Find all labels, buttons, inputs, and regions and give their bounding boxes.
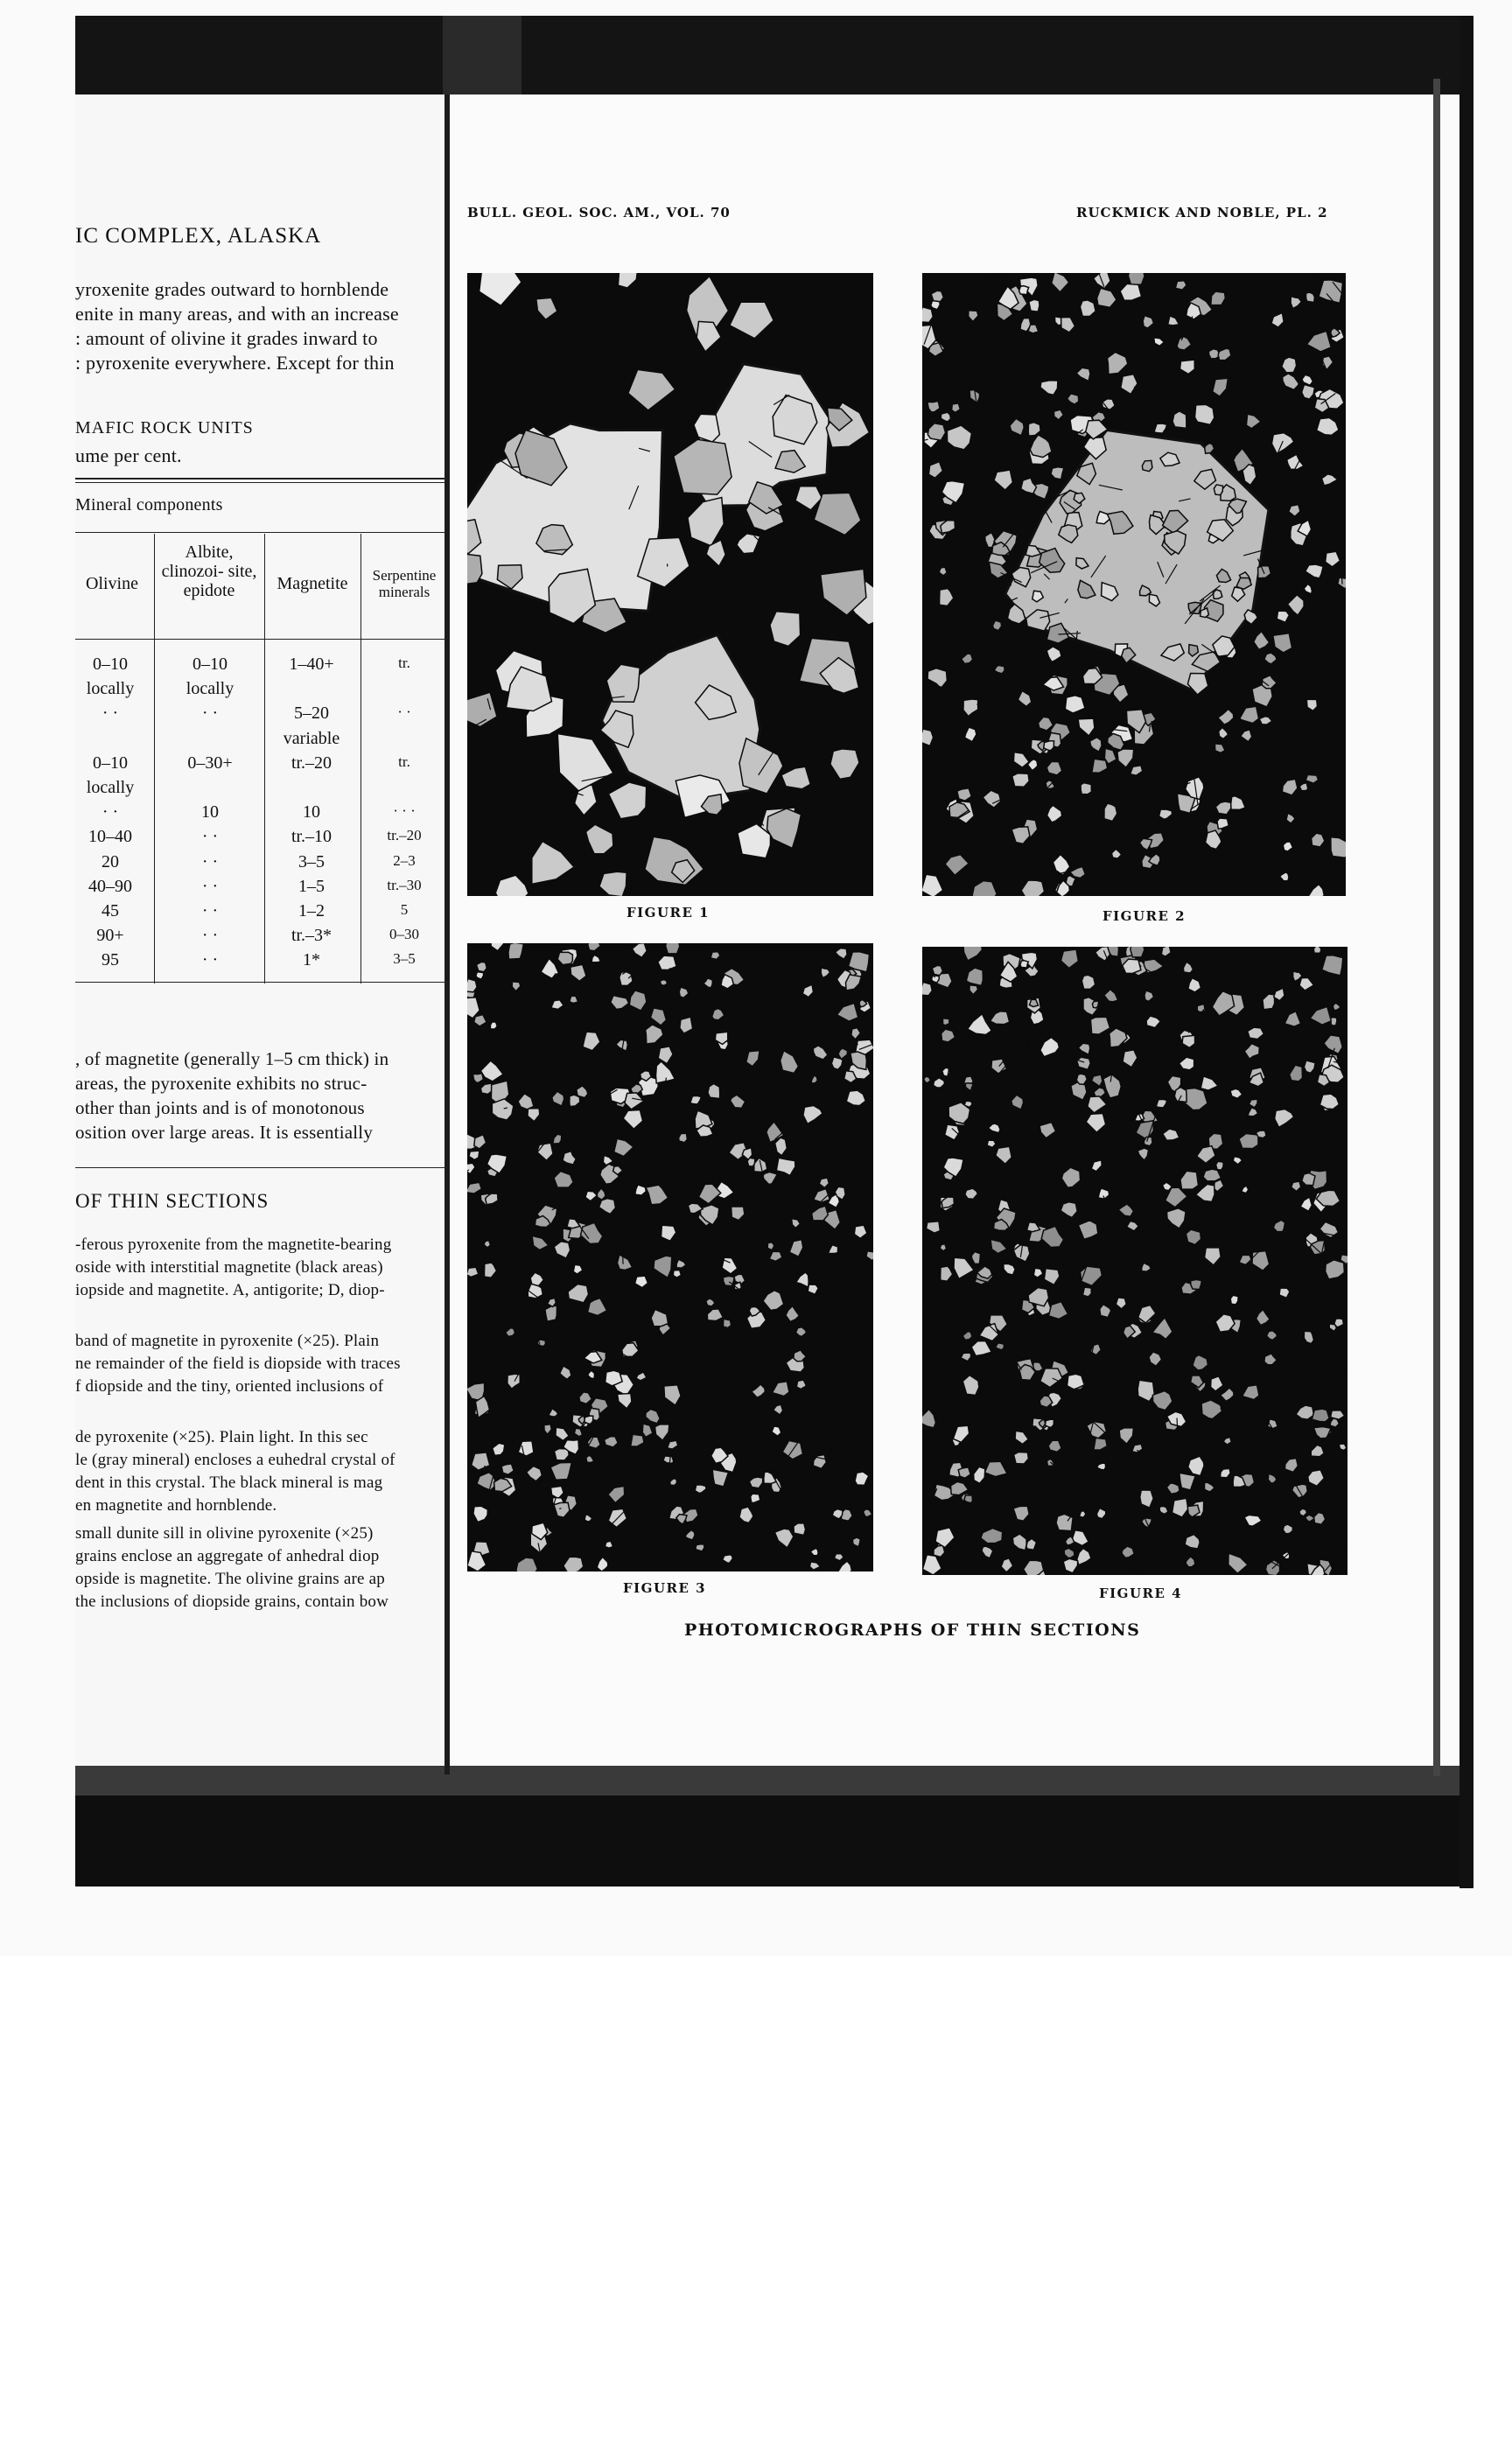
table-cell: · · <box>201 901 219 920</box>
table-cell: · · <box>201 852 219 872</box>
table-cell: 0–10 <box>93 654 128 674</box>
table-cell: · · <box>397 704 411 720</box>
table-cell: · · <box>102 704 119 723</box>
figure-1-caption: FIGURE 1 <box>626 905 710 920</box>
table-cell: · · <box>201 926 219 945</box>
table-cell: 45 <box>102 901 119 920</box>
table-cell: · · <box>201 704 219 723</box>
figure-description-line: le (gray mineral) encloses a euhedral crystal of <box>75 1451 396 1469</box>
table-header-rule <box>75 532 446 533</box>
table-cell: 5 <box>400 901 409 918</box>
para2-line: osition over large areas. It is essentially <box>75 1122 374 1143</box>
table-cell: locally <box>86 778 135 797</box>
plate-caption: PHOTOMICROGRAPHS OF THIN SECTIONS <box>684 1620 1141 1640</box>
table-cell: · · <box>102 802 119 822</box>
journal-header: BULL. GEOL. SOC. AM., VOL. 70 <box>467 205 731 220</box>
table-group-header: Mineral components <box>75 495 223 514</box>
running-head: IC COMPLEX, ALASKA <box>75 224 322 248</box>
figure-description-line: band of magnetite in pyroxenite (×25). Plain <box>75 1332 380 1350</box>
table-cell: · · · <box>393 802 416 819</box>
table-cell: variable <box>283 729 340 748</box>
figure-4-caption: FIGURE 4 <box>1099 1586 1183 1601</box>
section-rule <box>75 1167 446 1168</box>
table-column-rule <box>154 534 155 984</box>
table-cell: tr. <box>398 654 410 671</box>
table-cell: tr. <box>398 753 410 770</box>
table-cell: 1–5 <box>298 877 325 896</box>
table-cell: 0–10 <box>192 654 228 674</box>
photomicrograph-2 <box>922 273 1346 896</box>
table-cell: 5–20 <box>294 704 329 723</box>
figure-description-line: dent in this crystal. The black mineral is mag <box>75 1474 383 1492</box>
photomicrograph-1 <box>467 273 873 896</box>
table-cell: 1–40+ <box>289 654 334 674</box>
table-cell: 90+ <box>96 926 124 945</box>
figure-description-line: small dunite sill in olivine pyroxenite (×25) <box>75 1524 374 1543</box>
figure-description-line: grains enclose an aggregate of anhedral diop <box>75 1547 380 1565</box>
figure-description-line: f diopside and the tiny, oriented inclusions of <box>75 1377 384 1396</box>
para2-line: other than joints and is of monotonous <box>75 1097 365 1118</box>
table-cell: 95 <box>102 950 119 970</box>
table-cell: 40–90 <box>88 877 132 896</box>
figure-description-line: en magnetite and hornblende. <box>75 1496 277 1515</box>
table-bottom-rule <box>75 982 446 983</box>
table-header-serpentine: Serpentine minerals <box>372 567 437 600</box>
figure-description-line: ne remainder of the field is diopside with traces <box>75 1354 401 1373</box>
table-header-bottom-rule <box>75 639 446 640</box>
scan-top-edge-shadow <box>75 16 1474 94</box>
table-cell: · · <box>201 950 219 970</box>
table-cell: tr.–20 <box>290 753 332 773</box>
table-header-magnetite: Magnetite <box>276 574 348 593</box>
table-cell: tr.–10 <box>290 827 332 846</box>
figure-description-line: opside is magnetite. The olivine grains are ap <box>75 1570 385 1588</box>
table-cell: 10–40 <box>88 827 132 846</box>
table-cell: 0–30+ <box>187 753 233 773</box>
table-subtitle: ume per cent. <box>75 444 182 466</box>
table-cell: 1* <box>303 950 320 970</box>
table-header-albite: Albite, clinozoi- site, epidote <box>161 542 257 600</box>
para1-line: yroxenite grades outward to hornblende <box>75 278 389 300</box>
table-top-rule <box>75 478 446 480</box>
photomicrograph-3 <box>467 943 873 1572</box>
table-cell: 1–2 <box>298 901 325 920</box>
table-header-olivine: Olivine <box>86 574 138 593</box>
table-cell: 10 <box>201 802 219 822</box>
table-cell: locally <box>86 679 135 698</box>
plate-header: RUCKMICK AND NOBLE, PL. 2 <box>1076 205 1328 220</box>
table-cell: 20 <box>102 852 119 872</box>
figure-2-caption: FIGURE 2 <box>1102 908 1186 924</box>
table-cell: 3–5 <box>393 950 416 967</box>
table-cell: tr.–30 <box>387 877 422 893</box>
figure-description-line: oside with interstitial magnetite (black areas) <box>75 1258 383 1277</box>
scan-right-edge-line <box>1433 79 1440 1776</box>
table-top-rule <box>75 482 446 483</box>
table-cell: 3–5 <box>298 852 325 872</box>
table-cell: 0–10 <box>93 753 128 773</box>
figure-3-caption: FIGURE 3 <box>623 1580 707 1596</box>
table-cell: · · <box>201 827 219 846</box>
section-title: OF THIN SECTIONS <box>75 1190 270 1212</box>
table-cell: locally <box>186 679 234 698</box>
scan-right-edge-shadow <box>1460 16 1474 1888</box>
figure-description-line: iopside and magnetite. A, antigorite; D, diop- <box>75 1281 385 1299</box>
table-cell: 0–30 <box>389 926 419 942</box>
table-title: MAFIC ROCK UNITS <box>75 418 254 438</box>
figure-description-line: the inclusions of diopside grains, contain bow <box>75 1592 389 1611</box>
table-cell: tr.–20 <box>387 827 422 844</box>
para2-line: , of magnetite (generally 1–5 cm thick) in <box>75 1048 389 1069</box>
figure-description-line: de pyroxenite (×25). Plain light. In this sec <box>75 1428 368 1446</box>
table-cell: 10 <box>303 802 320 822</box>
para1-line: : amount of olivine it grades inward to <box>75 327 378 349</box>
photomicrograph-4 <box>922 947 1348 1575</box>
table-cell: tr.–3* <box>290 926 332 945</box>
para1-line: enite in many areas, and with an increase <box>75 303 399 325</box>
para2-line: areas, the pyroxenite exhibits no struc- <box>75 1073 368 1094</box>
scan-bottom-edge-shadow <box>75 1766 1474 1886</box>
figure-description-line: -ferous pyroxenite from the magnetite-bearing <box>75 1236 392 1254</box>
table-cell: 2–3 <box>393 852 416 869</box>
para1-line: : pyroxenite everywhere. Except for thin <box>75 352 395 374</box>
table-cell: · · <box>201 877 219 896</box>
